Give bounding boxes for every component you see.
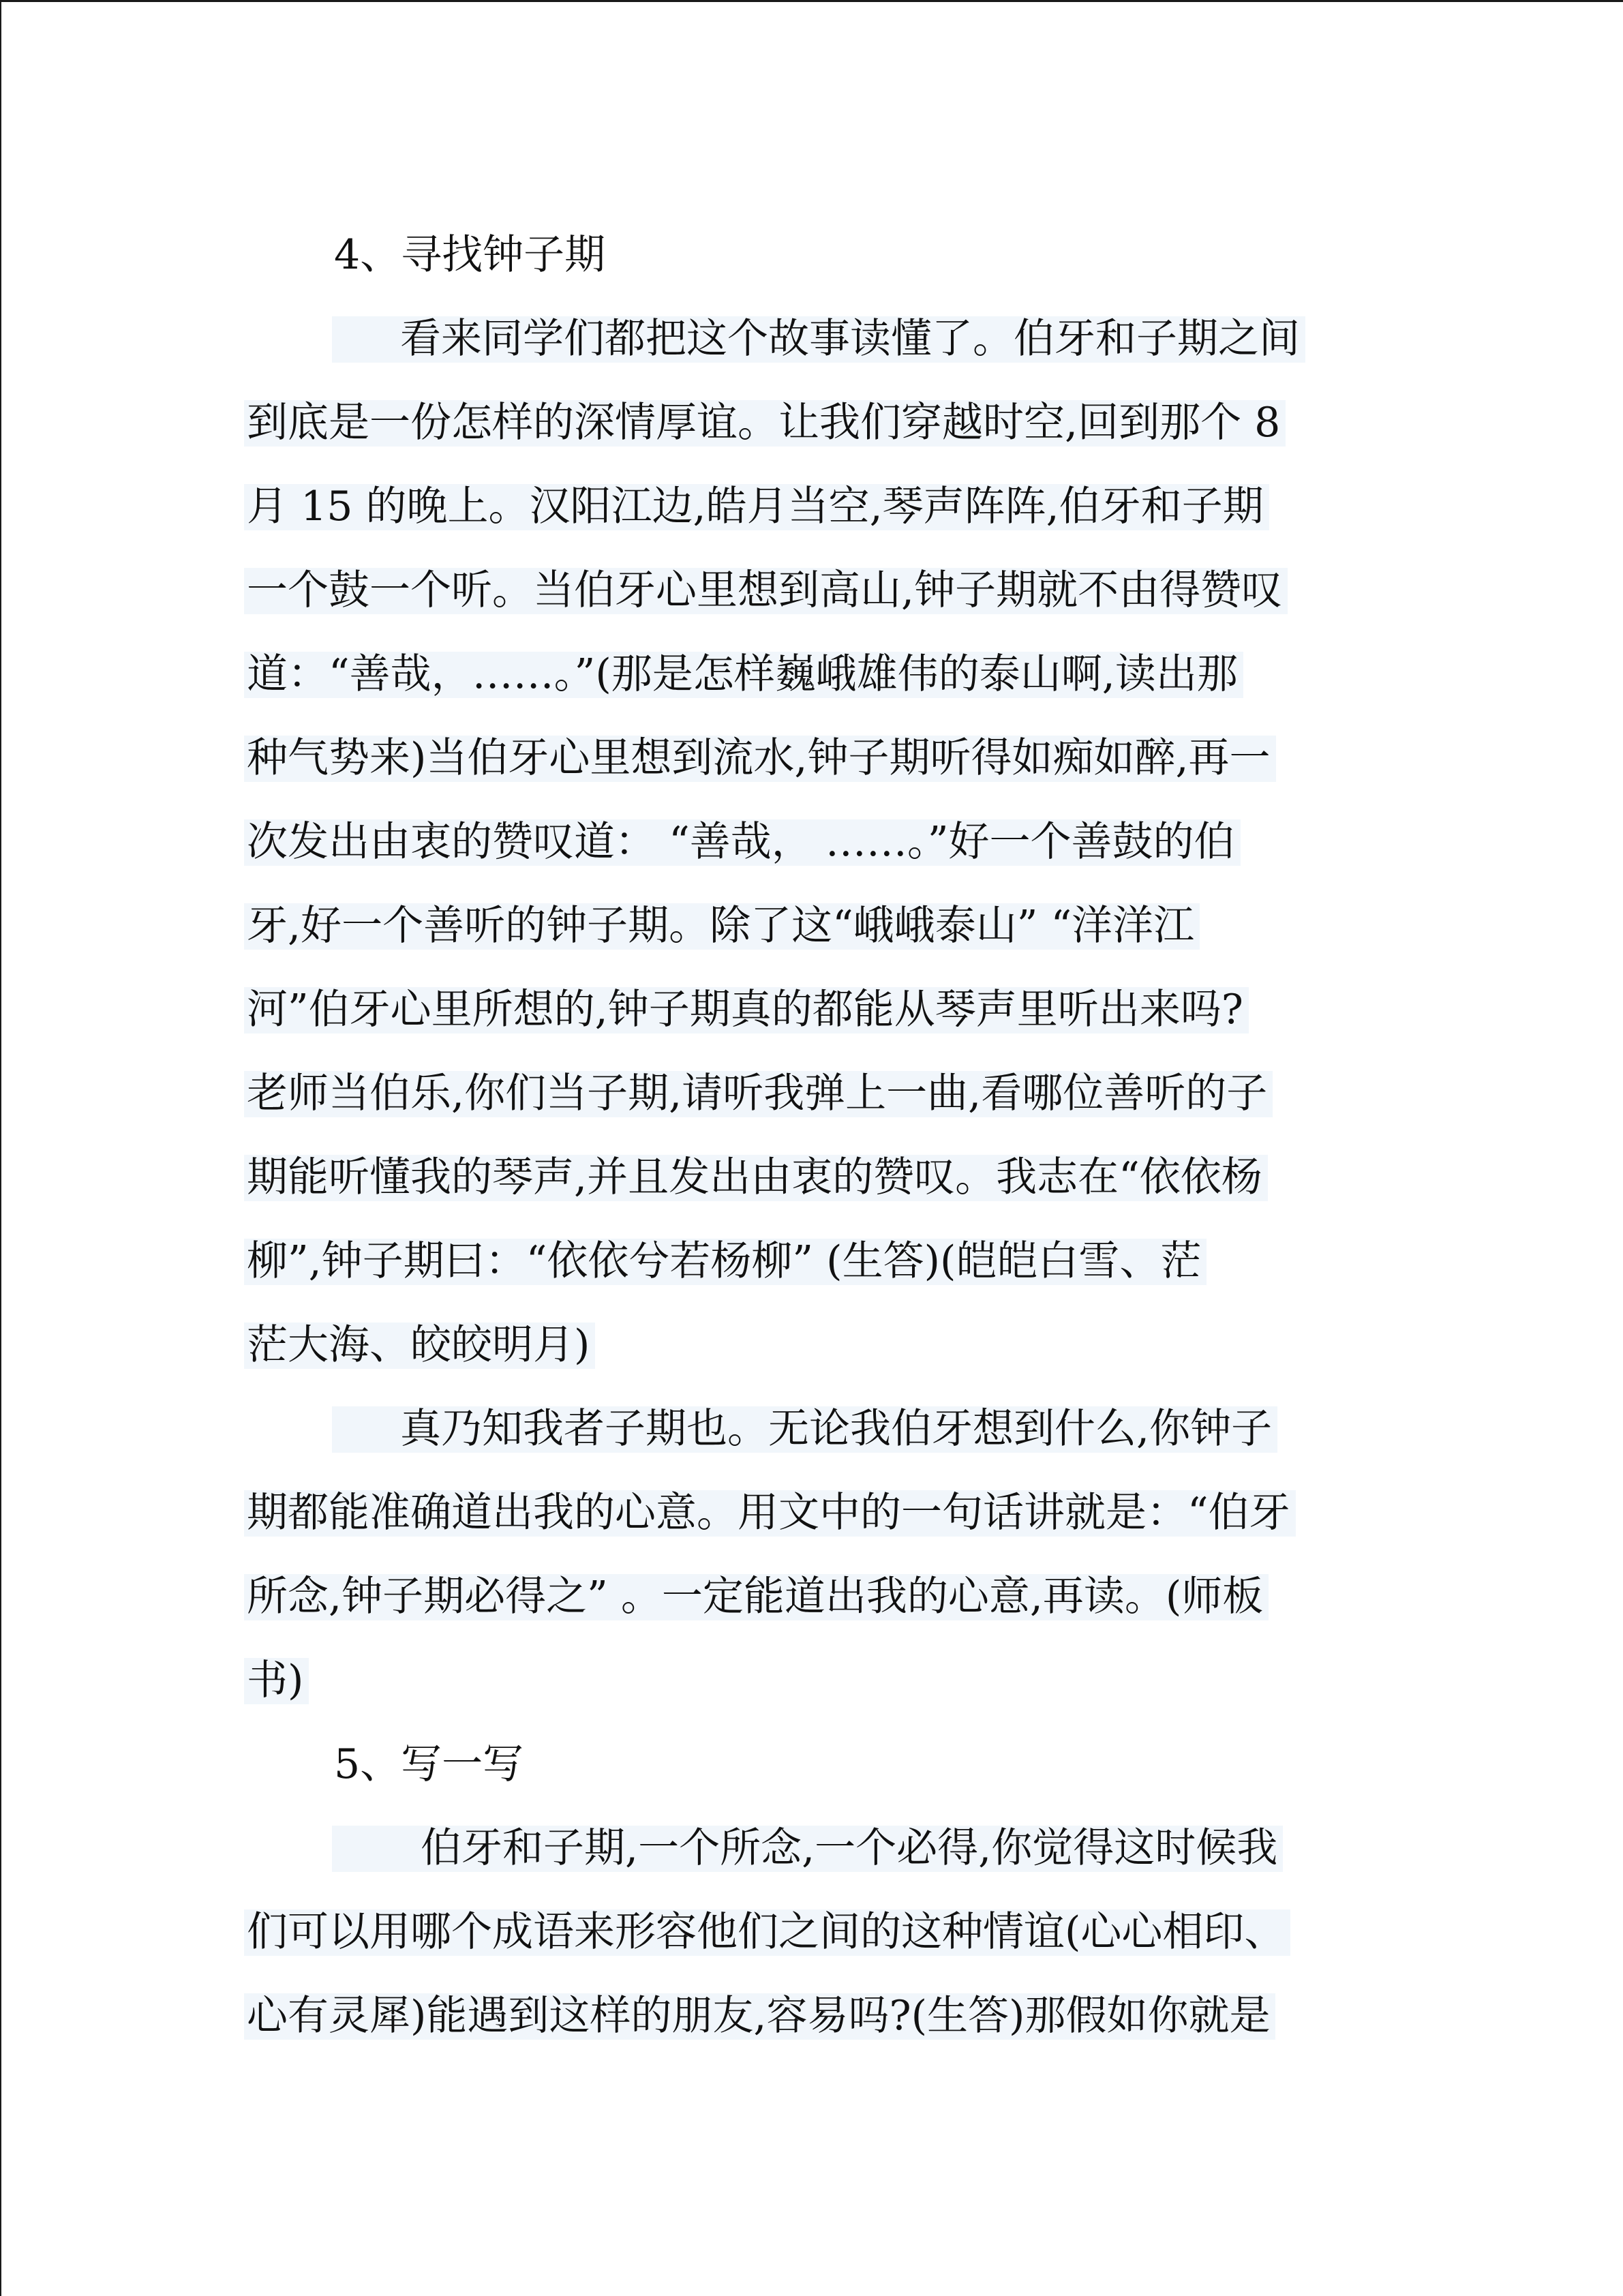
paragraph-line-text: 道：“善哉，……。”(那是怎样巍峨雄伟的泰山啊,读出那 — [247, 650, 1238, 698]
text-line — [247, 1220, 1378, 1303]
section-heading-text: 4、寻找钟子期 — [334, 231, 606, 279]
text-line — [247, 968, 1378, 1052]
paragraph-line-text: 一个鼓一个听。当伯牙心里想到高山,钟子期就不由得赞叹 — [247, 567, 1283, 614]
document-body — [247, 213, 1378, 2058]
paragraph-line-text: 们可以用哪个成语来形容他们之间的这种情谊(心心相印、 — [247, 1908, 1286, 1956]
paragraph-line-text: 牙,好一个善听的钟子期。除了这“峨峨泰山” “洋洋江 — [247, 902, 1195, 950]
text-line — [247, 1890, 1378, 1974]
text-line — [247, 381, 1378, 465]
text-line — [247, 297, 1378, 381]
paragraph-line-text: 期都能准确道出我的心意。用文中的一句话讲就是：“伯牙 — [247, 1489, 1290, 1537]
text-line — [247, 1471, 1378, 1555]
text-line — [247, 884, 1378, 968]
text-line — [247, 1387, 1378, 1471]
paragraph-line-text: 种气势来)当伯牙心里想到流水,钟子期听得如痴如醉,再一 — [247, 734, 1271, 782]
paragraph-line-text: 所念,钟子期必得之” 。一定能道出我的心意,再读。(师板 — [247, 1573, 1264, 1620]
text-line — [247, 1136, 1378, 1220]
paragraph-line-text: 次发出由衷的赞叹道： “善哉， ……。”好一个善鼓的伯 — [247, 818, 1235, 866]
paragraph-line-text: 到底是一份怎样的深情厚谊。让我们穿越时空,回到那个 8 — [247, 399, 1281, 447]
section-heading — [247, 1723, 1378, 1807]
paragraph-line-text: 柳”,钟子期曰：“依依兮若杨柳” (生答)(皑皑白雪、茫 — [247, 1237, 1202, 1285]
paragraph-line-text: 期能听懂我的琴声,并且发出由衷的赞叹。我志在“依依杨 — [247, 1153, 1262, 1201]
text-line — [247, 549, 1378, 633]
paragraph-line-text: 真乃知我者子期也。无论我伯牙想到什么,你钟子 — [400, 1405, 1273, 1453]
text-line — [247, 633, 1378, 716]
paragraph-line-text: 看来同学们都把这个故事读懂了。伯牙和子期之间 — [400, 315, 1300, 363]
text-line — [247, 1807, 1378, 1890]
text-line — [247, 1974, 1378, 2058]
text-line — [247, 800, 1378, 884]
paragraph-line-text: 伯牙和子期,一个所念,一个必得,你觉得这时候我 — [421, 1824, 1278, 1872]
section-heading — [247, 213, 1378, 297]
paragraph-line-text: 茫大海、皎皎明月) — [247, 1321, 590, 1369]
text-line — [247, 716, 1378, 800]
paragraph-line-text: 河”伯牙心里所想的,钟子期真的都能从琴声里听出来吗? — [247, 986, 1243, 1033]
paragraph-line-text: 老师当伯乐,你们当子期,请听我弹上一曲,看哪位善听的子 — [247, 1070, 1268, 1117]
text-line — [247, 1555, 1378, 1639]
text-line — [247, 1639, 1378, 1723]
paragraph-line-text: 心有灵犀)能遇到这样的朋友,容易吗?(生答)那假如你就是 — [247, 1992, 1271, 2040]
paragraph-line-text: 月 15 的晚上。汉阳江边,皓月当空,琴声阵阵,伯牙和子期 — [247, 483, 1264, 530]
text-line — [247, 1303, 1378, 1387]
text-line — [247, 465, 1378, 549]
section-heading-text: 5、写一写 — [334, 1740, 524, 1788]
paragraph-line-text: 书) — [247, 1657, 304, 1704]
text-line — [247, 1052, 1378, 1136]
